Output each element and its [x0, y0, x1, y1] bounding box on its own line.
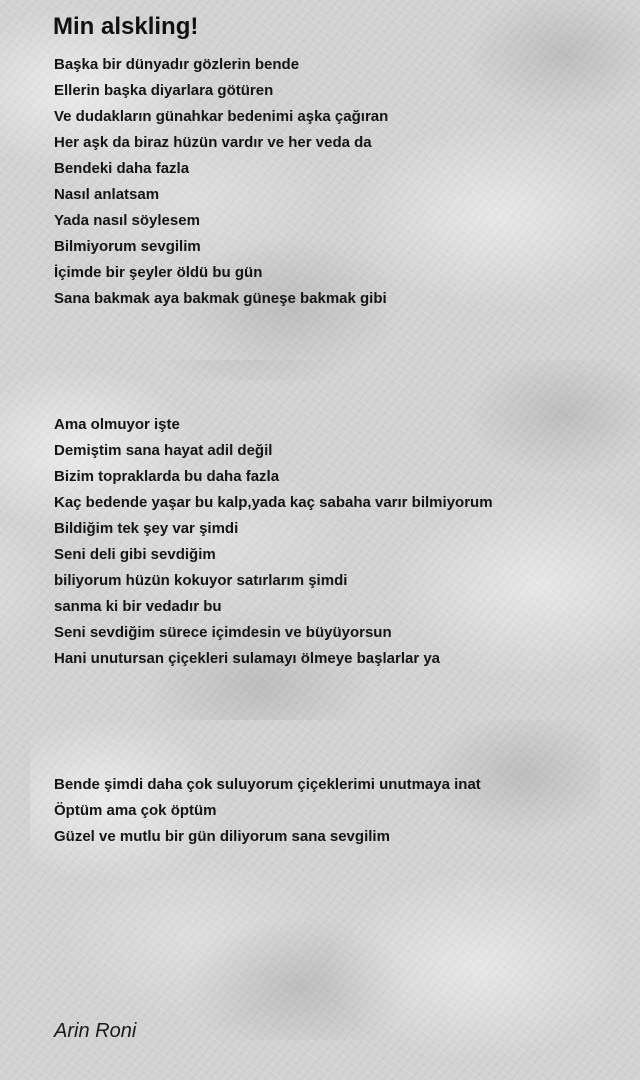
poem-line: Ama olmuyor işte	[54, 416, 180, 433]
stanza-2	[54, 412, 493, 672]
poem-line: Güzel ve mutlu bir gün diliyorum sana sevgilim	[54, 828, 390, 845]
poem-line: Bende şimdi daha çok suluyorum çiçeklerimi unutmaya inat	[54, 776, 481, 793]
poem-line: biliyorum hüzün kokuyor satırlarım şimdi	[54, 572, 348, 589]
poem-line: Kaç bedende yaşar bu kalp,yada kaç sabaha varır bilmiyorum	[54, 494, 493, 511]
stanza-1	[54, 52, 388, 312]
poem-line: Seni deli gibi sevdiğim	[54, 546, 216, 563]
poem-line: Başka bir dünyadır gözlerin bende	[54, 56, 300, 73]
poem-line: Seni sevdiğim sürece içimdesin ve büyüyorsun	[54, 624, 392, 641]
poem-line: Bildiğim tek şey var şimdi	[54, 520, 239, 537]
poem-line: Yada nasıl söylesem	[54, 212, 200, 229]
poem-line: Her aşk da biraz hüzün vardır ve her veda da	[54, 134, 372, 151]
poem-line: Bilmiyorum sevgilim	[54, 238, 201, 255]
poem-line: sanma ki bir vedadır bu	[54, 598, 222, 615]
poem-line: Ellerin başka diyarlara götüren	[54, 82, 274, 99]
poem-title: Min alskling!	[53, 13, 199, 40]
poem-line: Ve dudakların günahkar bedenimi aşka çağıran	[54, 108, 389, 125]
poem-line: İçimde bir şeyler öldü bu gün	[54, 264, 263, 281]
poem-line: Öptüm ama çok öptüm	[54, 802, 217, 819]
poem-line: Nasıl anlatsam	[54, 186, 160, 203]
poem-line: Sana bakmak aya bakmak güneşe bakmak gibi	[54, 290, 387, 307]
stanza-3	[54, 772, 481, 850]
poem-line: Bendeki daha fazla	[54, 160, 190, 177]
poem-author: Arin Roni	[54, 1020, 137, 1042]
poem-line: Hani unutursan çiçekleri sulamayı ölmeye başlarlar ya	[54, 650, 441, 667]
poem-line: Bizim topraklarda bu daha fazla	[54, 468, 280, 485]
poem-line: Demiştim sana hayat adil değil	[54, 442, 273, 459]
